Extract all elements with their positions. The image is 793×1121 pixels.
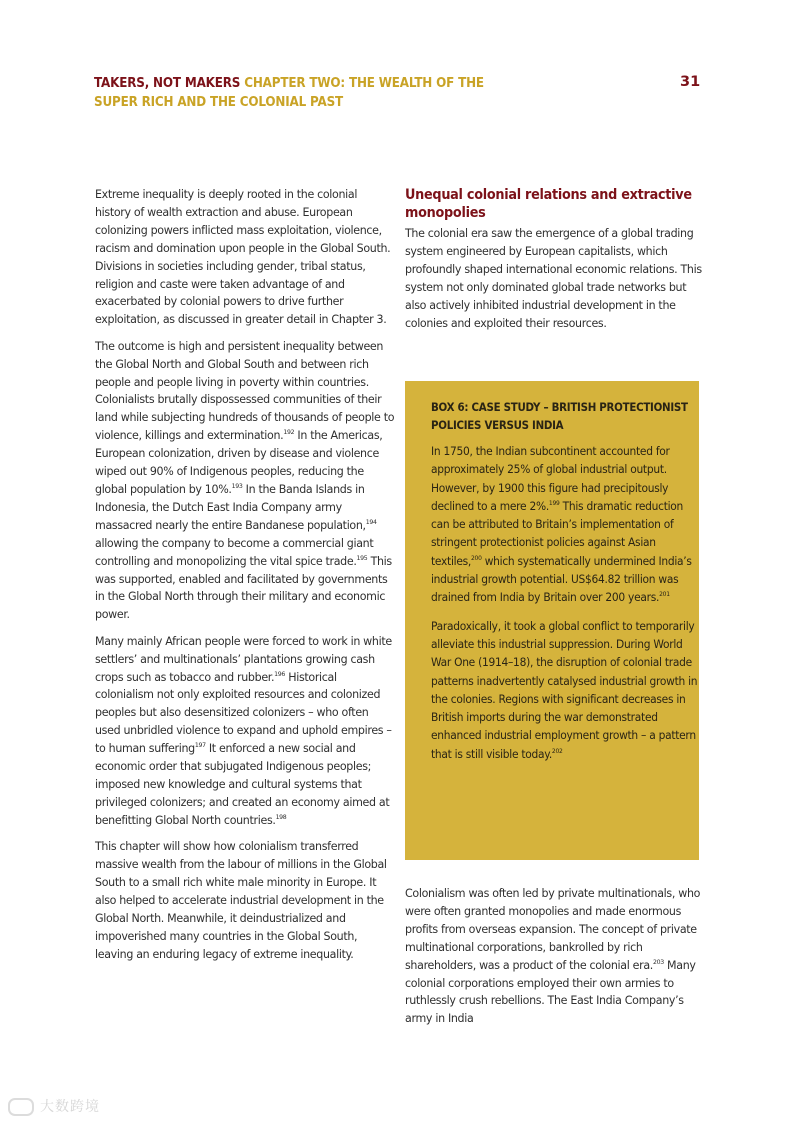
footnote-ref[interactable]: 200 — [471, 553, 482, 562]
left-column — [95, 186, 395, 972]
watermark — [8, 1096, 100, 1116]
text-run: In 1750, the Indian subcontinent accounted for approximately 25% of global industrial output. However, by 1900 this figure had precipitously declined to a mere 2%. — [431, 444, 670, 513]
box-paragraph — [431, 617, 698, 763]
watermark-logo-icon — [8, 1098, 34, 1116]
right-column — [405, 186, 703, 341]
text-run: Historical colonialism not only exploited resources and colonized peoples but also desensitized colonizers – who often used unbridled violence to expand and uphold empires – to human suffering — [95, 669, 392, 756]
text-run: This dramatic reduction can be attributed to Britain’s implementation of stringent protectionist policies against Asian textiles, — [431, 498, 684, 568]
paragraph — [95, 186, 395, 329]
text-run: Extreme inequality is deeply rooted in the colonial history of wealth extraction and abuse. European colonizing powers inflicted mass exploitation, violence, racism and domination upon people in the Global South. Divisions in societies including gender, tribal status, religion and caste were taken advantage of and exacerbated by colonial powers to drive further exploitation, as discussed in greater detail in Chapter 3. — [95, 187, 391, 327]
closing-paragraph — [405, 885, 705, 1028]
section-subheading: Unequal colonial relations and extractive monopolies — [405, 187, 692, 221]
right-column-continued — [405, 885, 703, 1037]
running-header — [94, 74, 508, 112]
intro-paragraph: The colonial era saw the emergence of a global trading system engineered by European capitalists, which profoundly shaped international economic relations. This system not only dominated global trade networks but also actively inhibited industrial development in the colonies and exploited their resources. — [405, 226, 702, 330]
text-run: In the Banda Islands in Indonesia, the Dutch East India Company army massacred nearly the entire Bandanese population, — [95, 482, 366, 532]
footnote-ref[interactable]: 192 — [283, 428, 295, 437]
footnote-ref[interactable]: 197 — [194, 741, 206, 750]
text-run: Colonialism was often led by private multinationals, who were often granted monopolies and made enormous profits from overseas expansion. The concept of private multinational corporations, bankrolled by rich shareholders, was a product of the colonial era. — [405, 886, 701, 972]
footnote-ref[interactable]: 195 — [356, 553, 368, 562]
case-study-box — [405, 381, 699, 860]
footnote-ref[interactable]: 202 — [551, 746, 563, 755]
report-title: TAKERS, NOT MAKERS — [94, 75, 241, 91]
paragraph — [95, 838, 395, 963]
paragraph — [95, 338, 395, 625]
text-run: It enforced a new social and economic order that subjugated Indigenous peoples; imposed new knowledge and cultural systems that privileged colonizers; and created an economy aimed at benefitting Global North countries. — [95, 741, 390, 827]
text-run: allowing the company to become a commercial giant controlling and monopolizing the vital spice trade. — [95, 535, 374, 568]
footnote-ref[interactable]: 198 — [275, 812, 287, 821]
text-run: Many colonial corporations employed their own armies to ruthlessly crush rebellions. The East India Company’s army in India — [405, 957, 696, 1026]
text-run: This was supported, enabled and facilitated by governments in the Global North through their military and economic power. — [95, 553, 392, 622]
text-run: Paradoxically, it took a global conflict to temporarily alleviate this industrial suppression. During World War One (1914–18), the disruption of colonial trade patterns inadvertently catalysed industrial growth in the colonies. Regions with significant decreases in British imports during the war demonstrated enhanced industrial employment growth – a pattern that is still visible today. — [431, 618, 698, 761]
text-run: In the Americas, European colonization, driven by disease and violence wiped out 90% of Indigenous peoples, reducing the global population by 10%. — [95, 428, 383, 496]
text-run: Many mainly African people were forced to work in white settlers’ and multinationals’ plantations growing cash crops such as tobacco and rubber. — [95, 633, 392, 684]
footnote-ref[interactable]: 199 — [548, 498, 560, 507]
footnote-ref[interactable]: 194 — [365, 517, 377, 526]
page-number: 31 — [680, 74, 701, 90]
footnote-ref[interactable]: 203 — [653, 957, 664, 966]
text-run: The outcome is high and persistent inequality between the Global North and Global South and between rich people and people living in poverty within countries. Colonialists brutally dispossessed communities of their land while subjecting hundreds of thousands of people to violence, killings and extermination. — [95, 338, 395, 443]
watermark-text: 大数跨境 — [40, 1099, 100, 1115]
footnote-ref[interactable]: 196 — [274, 669, 286, 678]
chapter-title: CHAPTER TWO: THE WEALTH OF THE SUPER RICH AND THE COLONIAL PAST — [94, 75, 484, 110]
footnote-ref[interactable]: 201 — [659, 590, 670, 599]
paragraph — [95, 633, 395, 830]
box-title: BOX 6: CASE STUDY – BRITISH PROTECTIONIST POLICIES VERSUS INDIA — [431, 400, 688, 432]
text-run: This chapter will show how colonialism transferred massive wealth from the labour of millions in the Global South to a small rich white male minority in Europe. It also helped to accelerate industrial development in the Global North. Meanwhile, it deindustrialized and impoverished many countries in the Global South, leaving an enduring legacy of extreme inequality. — [95, 839, 387, 961]
box-paragraph — [431, 442, 698, 607]
footnote-ref[interactable]: 193 — [231, 482, 243, 490]
text-run: which systematically undermined India’s industrial growth potential. US$64.82 trillion was drained from India by Britain over 200 years. — [431, 553, 692, 605]
